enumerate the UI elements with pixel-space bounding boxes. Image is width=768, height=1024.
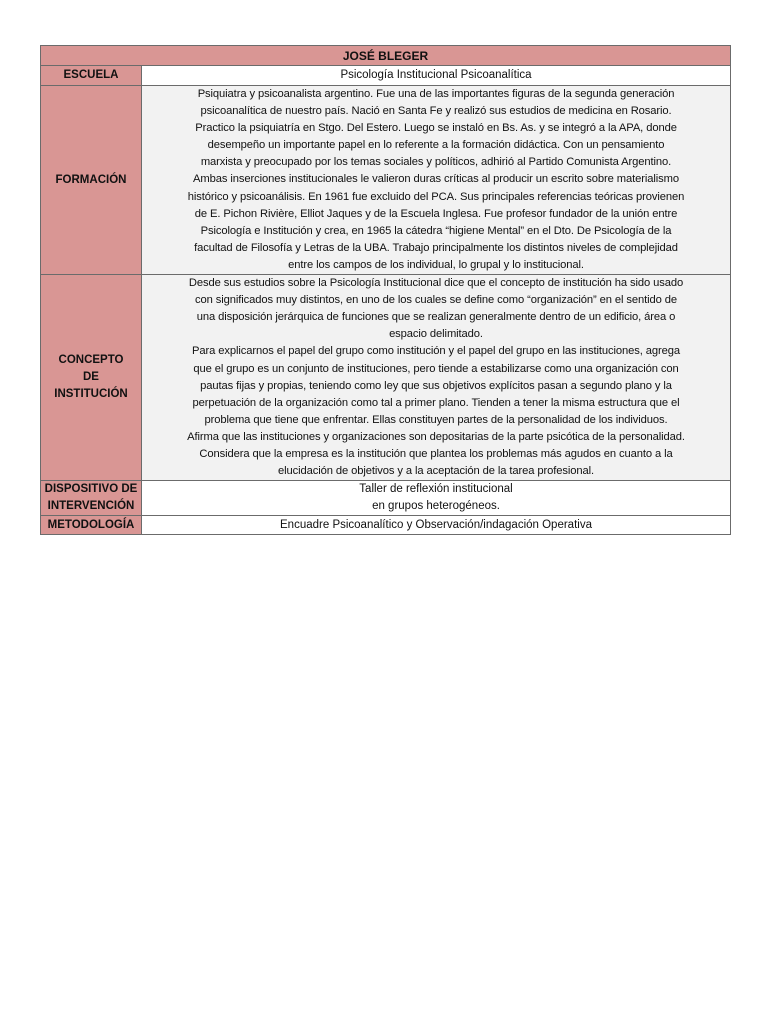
value-formacion	[142, 86, 731, 275]
concepto-line: espacio delimitado.	[389, 328, 483, 341]
value-escuela: Psicología Institucional Psicoanalítica	[142, 66, 731, 86]
formacion-line: Psiquiatra y psicoanalista argentino. Fue una de las importantes figuras de la segunda generación	[197, 88, 675, 100]
table-title: JOSÉ BLEGER	[41, 46, 731, 66]
label-dispositivo-line: INTERVENCIÓN	[47, 500, 135, 513]
formacion-line: Ambas inserciones institucionales le valieron duras críticas al producir un escrito sobre materialismo	[193, 173, 679, 186]
formacion-line: facultad de Filosofía y Letras de la UBA. Trabajo principalmente los distintos niveles de complejidad	[194, 241, 678, 254]
formacion-line: desempeño un importante papel en lo referente a la formación didáctica. Con un pensamiento	[207, 139, 665, 152]
concepto-line: Afirma que las instituciones y organizaciones son depositarias de la parte psicótica de la personalidad.	[187, 430, 685, 443]
concepto-line: con significados muy distintos, en uno de los cuales se define como “organización” en el sentido de	[194, 294, 678, 307]
concepto-line: Desde sus estudios sobre la Psicología Institucional dice que el concepto de institución ha sido usado	[188, 277, 684, 290]
concepto-line: problema que tiene que enfrentar. Ellas constituyen partes de la personalidad de los individuos.	[204, 413, 668, 426]
row-dispositivo	[41, 481, 731, 516]
label-metodologia: METODOLOGÍA	[41, 516, 142, 535]
concepto-line: elucidación de objetivos y a la aceptación de la tarea profesional.	[277, 465, 595, 478]
concepto-line: perpetuación de la organización como tal a primer plano. Tienden a tener la misma estructura que el	[192, 396, 680, 409]
formacion-line: Practico la psiquiatría en Stgo. Del Estero. Luego se instaló en Bs. As. y se integró a la APA, donde	[195, 122, 677, 135]
label-dispositivo-line: DISPOSITIVO DE	[44, 483, 138, 496]
value-concepto	[142, 275, 731, 481]
bleger-summary-table	[40, 45, 731, 535]
label-concepto	[41, 275, 142, 481]
formacion-line: Psicología e Institución y crea, en 1965 la cátedra “higiene Mental” en el Dto. De Psicología de la	[200, 224, 672, 237]
formacion-line: marxista y preocupado por los temas sociales y políticos, adhirió al Partido Comunista Argentino.	[200, 156, 672, 169]
formacion-line: psicoanalítica de nuestro país. Nació en Santa Fe y realizó sus estudios de medicina en Rosario.	[200, 105, 672, 118]
concepto-line: Considera que la empresa es la institución que plantea los problemas más agudos en cuanto a la	[199, 447, 673, 460]
value-metodologia: Encuadre Psicoanalítico y Observación/indagación Operativa	[142, 516, 731, 535]
title-row	[41, 46, 731, 66]
row-formacion	[41, 86, 731, 275]
formacion-line: entre los campos de los individual, lo grupal y lo institucional.	[288, 258, 584, 271]
formacion-line: histórico y psicoanálisis. En 1961 fue excluido del PCA. Sus principales referencias teóricas provienen	[187, 190, 685, 203]
label-concepto-line: DE	[83, 371, 99, 384]
label-concepto-line: INSTITUCIÓN	[54, 388, 128, 401]
row-metodologia	[41, 516, 731, 535]
dispositivo-line: en grupos heterogéneos.	[372, 500, 500, 513]
label-dispositivo	[41, 481, 142, 516]
formacion-line: de E. Pichon Rivière, Elliot Jaques y de la Escuela Inglesa. Fue profesor fundador de la unión entre	[194, 207, 678, 220]
value-dispositivo	[142, 481, 731, 516]
concepto-line: que el grupo es un conjunto de instituciones, pero tiende a estabilizarse como una organización con	[193, 362, 679, 375]
row-escuela	[41, 66, 731, 86]
label-concepto-line: CONCEPTO	[58, 354, 124, 367]
label-formacion: FORMACIÓN	[41, 86, 142, 275]
label-escuela: ESCUELA	[41, 66, 142, 86]
dispositivo-line: Taller de reflexión institucional	[359, 483, 513, 496]
concepto-line: Para explicarnos el papel del grupo como institución y el papel del grupo en las instituciones, agrega	[192, 345, 680, 358]
concepto-line: una disposición jerárquica de funciones que se realizan generalmente dentro de un edificio, área o	[196, 311, 676, 324]
row-concepto	[41, 275, 731, 481]
concepto-line: pautas fijas y propias, teniendo como ley que sus objetivos explícitos pasan a segundo plano y la	[200, 379, 672, 392]
